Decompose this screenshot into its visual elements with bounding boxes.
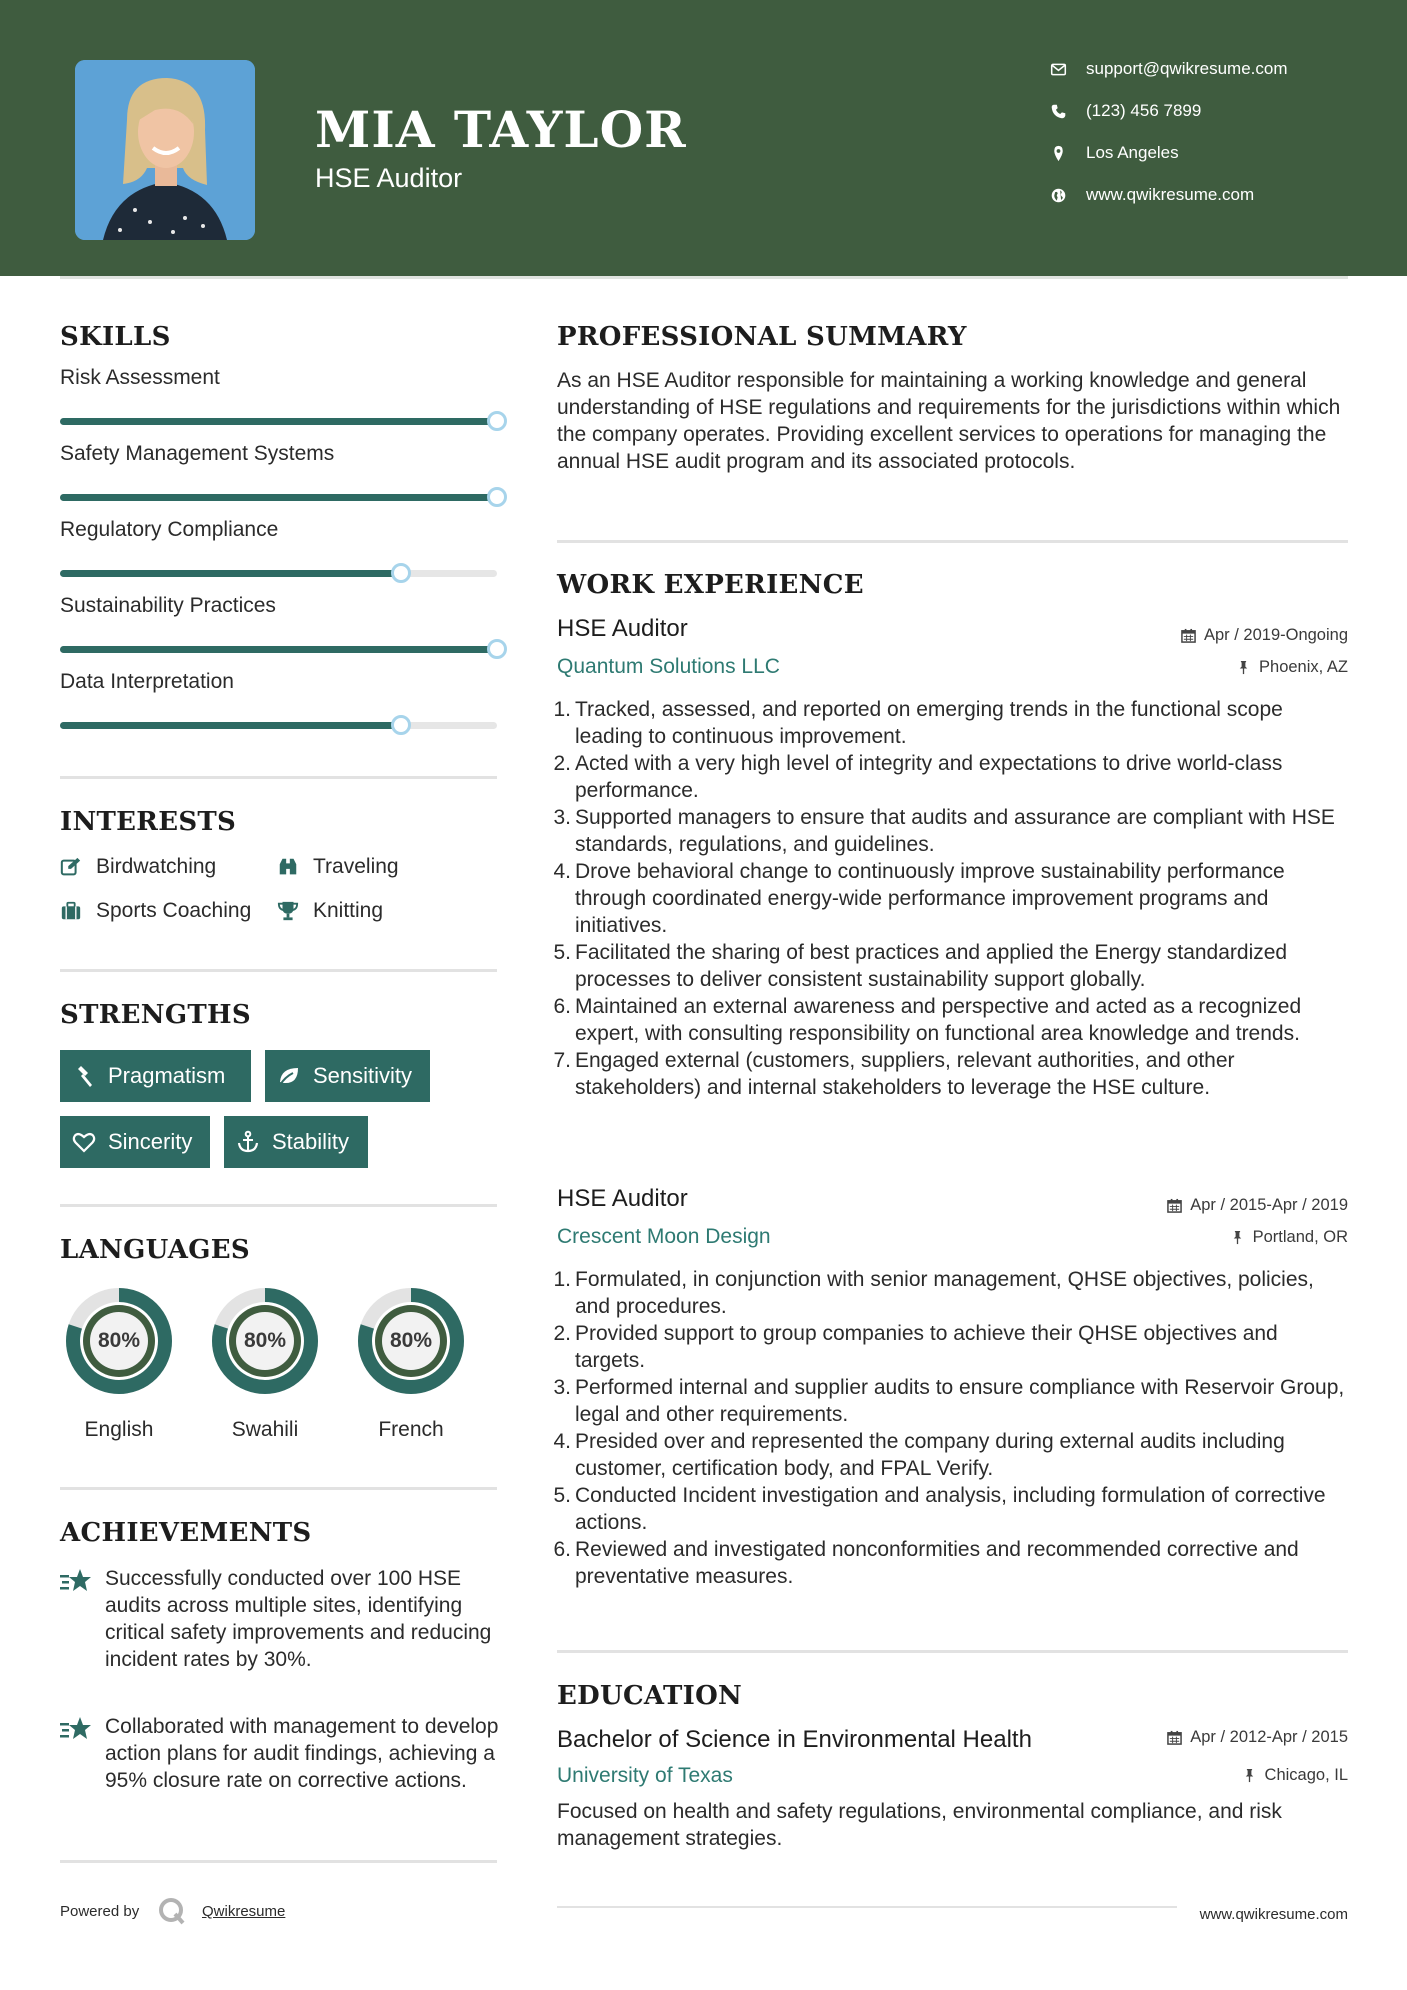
interest-label: Traveling [313, 855, 399, 878]
job-bullet [551, 858, 1347, 939]
skill-label: Safety Management Systems [60, 442, 335, 465]
strength-label: Sincerity [108, 1129, 193, 1154]
bullet-text: Supported managers to ensure that audits and assurance are compliant with HSE standards, regulations, and guidelines. [575, 806, 1335, 856]
achievement-text: Collaborated with management to develop action plans for audit findings, achieving a 95% closure rate on corrective actions. [105, 1715, 499, 1792]
star-icon [60, 1565, 105, 1673]
education-description: Focused on health and safety regulations, environmental compliance, and risk management strategies. [557, 1800, 1282, 1850]
trophy-icon [277, 900, 313, 922]
education-title: EDUCATION [557, 1681, 743, 1711]
contact-location-text: Los Angeles [1086, 143, 1179, 162]
qwikresume-logo-icon [158, 1897, 186, 1925]
bullet-text: Performed internal and supplier audits to ensure compliance with Reservoir Group, legal and other requirements. [575, 1376, 1345, 1426]
pushpin-icon [1236, 660, 1251, 675]
bullet-text: Reviewed and investigated nonconformities and recommended corrective and preventative measures. [575, 1538, 1299, 1588]
skill-label: Risk Assessment [60, 366, 220, 389]
languages-divider [60, 1487, 497, 1490]
map-pin-icon [1050, 145, 1086, 162]
strength-label: Sensitivity [313, 1063, 413, 1088]
bullet-number: 6. [553, 995, 571, 1018]
leaf-icon [277, 1064, 313, 1088]
gavel-icon [72, 1064, 108, 1088]
skills-divider [60, 776, 497, 779]
footer-divider [557, 1906, 1177, 1908]
job-company: Crescent Moon Design [557, 1225, 771, 1248]
job-dates [1167, 1194, 1348, 1216]
bullet-text: Tracked, assessed, and reported on emerging trends in the functional scope leading to continuous improvement. [575, 698, 1283, 748]
skill-label: Sustainability Practices [60, 594, 276, 617]
interest-item [60, 896, 251, 926]
contact-website[interactable] [1050, 180, 1350, 210]
interests-divider [60, 969, 497, 972]
skill-bar [60, 722, 497, 729]
skill-bar-fill [60, 418, 497, 425]
summary-title: PROFESSIONAL SUMMARY [557, 322, 967, 352]
skill-bar [60, 570, 497, 577]
bullet-text: Facilitated the sharing of best practices and applied the Energy standardized processes to deliver consistent sustainability support globally. [575, 941, 1288, 991]
strength-chip [60, 1116, 210, 1168]
skill-item [60, 442, 500, 466]
pushpin-icon [1230, 1230, 1245, 1245]
skill-bar-fill [60, 570, 401, 577]
job-company: Quantum Solutions LLC [557, 655, 780, 678]
job-dates [1181, 624, 1348, 646]
skill-bar-knob [487, 411, 507, 431]
language-percent: 80% [389, 1329, 433, 1352]
heart-icon [72, 1130, 108, 1154]
job-title: HSE Auditor [557, 1185, 688, 1212]
education-location [1242, 1764, 1348, 1786]
header-divider [60, 276, 1348, 279]
language-percent: 80% [97, 1329, 141, 1352]
interests-title: INTERESTS [60, 807, 237, 837]
globe-icon [1050, 187, 1086, 204]
job-bullet [551, 1266, 1347, 1320]
job-bullet [551, 1428, 1347, 1482]
job-bullet [551, 1536, 1347, 1590]
skill-bar-fill [60, 646, 497, 653]
experience-divider [557, 1650, 1348, 1653]
skill-bar [60, 646, 497, 653]
languages-title: LANGUAGES [60, 1235, 250, 1265]
briefcase-icon [60, 900, 96, 922]
education-dates-text: Apr / 2012-Apr / 2015 [1190, 1727, 1348, 1746]
job-location-text: Phoenix, AZ [1259, 657, 1348, 676]
phone-icon [1050, 103, 1086, 120]
bullet-text: Engaged external (customers, suppliers, relevant authorities, and other stakeholders) and internal stakeholders to leverage the HSE culture. [575, 1049, 1235, 1099]
bullet-number: 3. [553, 1376, 571, 1399]
bullet-number: 1. [553, 698, 571, 721]
skill-bar-knob [487, 639, 507, 659]
skill-bar-knob [391, 563, 411, 583]
bullet-number: 1. [553, 1268, 571, 1291]
job-bullets [551, 696, 1347, 1101]
bullet-number: 2. [553, 1322, 571, 1345]
job-bullet [551, 1482, 1347, 1536]
calendar-icon [1167, 1198, 1182, 1213]
achievement-text: Successfully conducted over 100 HSE audits across multiple sites, identifying critical safety improvements and reducing incident rates by 30%. [105, 1567, 492, 1671]
job-bullets [551, 1266, 1347, 1590]
experience-title: WORK EXPERIENCE [557, 570, 864, 600]
job-location [1230, 1226, 1348, 1248]
achievement-item [60, 1713, 500, 1794]
skills-title: SKILLS [60, 322, 171, 352]
bullet-number: 4. [553, 860, 571, 883]
achievements-title: ACHIEVEMENTS [60, 1518, 312, 1548]
language-ring [58, 1280, 180, 1402]
language-percent: 80% [243, 1329, 287, 1352]
education-school: University of Texas [557, 1764, 733, 1787]
bullet-text: Acted with a very high level of integrity and expectations to drive world-class performance. [575, 752, 1283, 802]
language-item [349, 1280, 473, 1442]
interest-item [277, 896, 383, 926]
job-location [1236, 656, 1348, 678]
contact-email-text: support@qwikresume.com [1086, 59, 1288, 78]
job-bullet [551, 939, 1347, 993]
interest-item [60, 852, 216, 882]
strengths-divider [60, 1204, 497, 1207]
education-dates [1167, 1726, 1348, 1748]
calendar-icon [1181, 628, 1196, 643]
interest-item [277, 852, 399, 882]
skill-bar [60, 418, 497, 425]
bullet-number: 6. [553, 1538, 571, 1561]
strengths-title: STRENGTHS [60, 1000, 251, 1030]
bullet-number: 7. [553, 1049, 571, 1072]
strength-chip [224, 1116, 368, 1168]
star-icon [60, 1713, 105, 1794]
language-ring [350, 1280, 472, 1402]
candidate-role: HSE Auditor [315, 163, 463, 193]
skill-item [60, 518, 500, 542]
contact-location [1050, 138, 1350, 168]
job-location-text: Portland, OR [1252, 1227, 1348, 1246]
skill-bar-fill [60, 494, 497, 501]
pushpin-icon [1242, 1768, 1257, 1783]
job-bullet [551, 1320, 1347, 1374]
contact-website-text: www.qwikresume.com [1086, 185, 1255, 204]
interest-label: Knitting [313, 899, 384, 922]
education-degree: Bachelor of Science in Environmental Health [557, 1726, 1032, 1753]
bullet-number: 3. [553, 806, 571, 829]
skill-item [60, 366, 500, 390]
language-name: French [378, 1418, 444, 1441]
language-item [57, 1280, 181, 1442]
bullet-number: 4. [553, 1430, 571, 1453]
language-ring [204, 1280, 326, 1402]
contact-phone[interactable] [1050, 96, 1350, 126]
bullet-text: Drove behavioral change to continuously improve sustainability performance through coordinated energy-wide performance improvement programs and initiatives. [575, 860, 1285, 937]
strength-label: Stability [272, 1129, 350, 1154]
contact-phone-text: (123) 456 7899 [1086, 101, 1202, 120]
footer-url[interactable]: www.qwikresume.com [1199, 1906, 1348, 1923]
skill-item [60, 670, 500, 694]
job-dates-text: Apr / 2019-Ongoing [1203, 625, 1348, 644]
bullet-number: 2. [553, 752, 571, 775]
job-bullet [551, 1047, 1347, 1101]
bullet-number: 5. [553, 941, 571, 964]
bullet-text: Presided over and represented the company during external audits including customer, certification body, and FPAL Verify. [575, 1430, 1285, 1480]
language-name: Swahili [231, 1418, 299, 1441]
summary-text: As an HSE Auditor responsible for maintaining a working knowledge and general understanding of HSE regulations and requirements for the jurisdictions within which the company operates. Providing excellent services to operations for managing the annual HSE audit program and its associated protocols. [557, 369, 1341, 473]
skill-label: Data Interpretation [60, 670, 234, 693]
profile-photo [75, 60, 255, 240]
contact-email[interactable] [1050, 54, 1350, 84]
job-bullet [551, 1374, 1347, 1428]
skill-item [60, 594, 500, 618]
job-bullet [551, 993, 1347, 1047]
qwikresume-link[interactable]: Qwikresume [202, 1903, 286, 1920]
candidate-name: MIA TAYLOR [315, 100, 687, 159]
powered-by-text: Powered by [60, 1903, 140, 1920]
bullet-text: Formulated, in conjunction with senior management, QHSE objectives, policies, and procedures. [575, 1268, 1314, 1318]
job-title: HSE Auditor [557, 615, 688, 642]
envelope-icon [1050, 61, 1086, 78]
job-bullet [551, 750, 1347, 804]
language-item [203, 1280, 327, 1442]
job-bullet [551, 696, 1347, 750]
bullet-text: Provided support to group companies to achieve their QHSE objectives and targets. [575, 1322, 1278, 1372]
skill-bar-knob [391, 715, 411, 735]
skill-bar-knob [487, 487, 507, 507]
edit-icon [60, 856, 96, 878]
achievement-item [60, 1565, 500, 1673]
strength-chip [265, 1050, 430, 1102]
calendar-icon [1167, 1730, 1182, 1745]
interest-label: Birdwatching [96, 855, 217, 878]
job-bullet [551, 804, 1347, 858]
bullet-number: 5. [553, 1484, 571, 1507]
bullet-text: Conducted Incident investigation and analysis, including formulation of corrective actions. [575, 1484, 1326, 1534]
strength-chip [60, 1050, 251, 1102]
binoculars-icon [277, 856, 313, 878]
skill-bar-fill [60, 722, 401, 729]
achievements-divider [60, 1860, 497, 1863]
strength-label: Pragmatism [108, 1063, 226, 1088]
skill-bar [60, 494, 497, 501]
summary-divider [557, 540, 1348, 543]
education-location-text: Chicago, IL [1264, 1765, 1348, 1784]
anchor-icon [236, 1130, 272, 1154]
skill-label: Regulatory Compliance [60, 518, 279, 541]
interest-label: Sports Coaching [96, 899, 252, 922]
job-dates-text: Apr / 2015-Apr / 2019 [1190, 1195, 1348, 1214]
bullet-text: Maintained an external awareness and perspective and acted as a recognized expert, with consulting responsibility on functional area knowledge and trends. [575, 995, 1302, 1045]
language-name: English [84, 1418, 154, 1441]
